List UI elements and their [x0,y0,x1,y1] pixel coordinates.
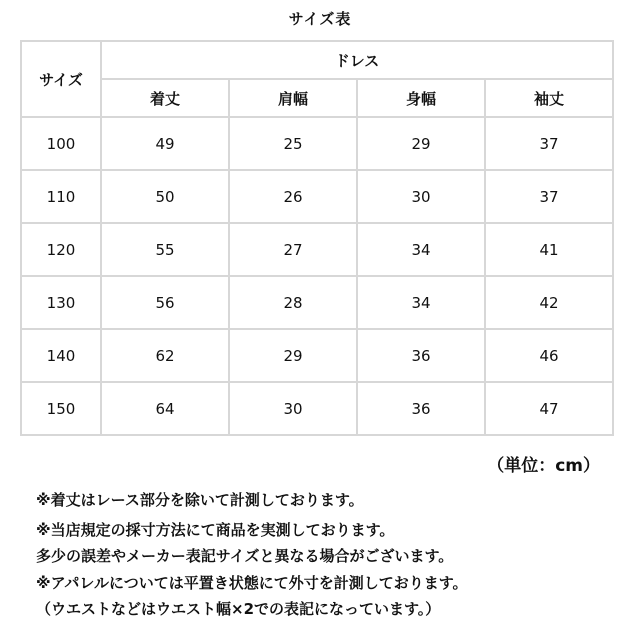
column-header-shoulder: 肩幅 [229,79,357,117]
size-cell: 150 [21,382,101,435]
value-cell: 30 [229,382,357,435]
value-cell: 37 [485,117,613,170]
table-row [21,117,613,170]
value-cell: 27 [229,223,357,276]
value-cell: 25 [229,117,357,170]
value-cell: 28 [229,276,357,329]
value-cell: 29 [357,117,485,170]
size-cell: 120 [21,223,101,276]
note-line: 多少の誤差やメーカー表記サイズと異なる場合がございます。 [36,547,454,565]
table-row [21,329,613,382]
value-cell: 34 [357,223,485,276]
value-cell: 64 [101,382,229,435]
value-cell: 56 [101,276,229,329]
value-cell: 26 [229,170,357,223]
note-line: ※着丈はレース部分を除いて計測しております。 [36,491,364,509]
notes-block [36,487,626,623]
value-cell: 36 [357,329,485,382]
dress-group-header: ドレス [101,41,613,79]
value-cell: 55 [101,223,229,276]
value-cell: 41 [485,223,613,276]
page-title: サイズ表 [288,10,352,28]
table-subheader-row [21,79,613,117]
value-cell: 42 [485,276,613,329]
note-line: ※当店規定の採寸方法にて商品を実測しております。 [36,520,395,539]
column-header-width: 身幅 [357,79,485,117]
size-cell: 100 [21,117,101,170]
value-cell: 50 [101,170,229,223]
value-cell: 34 [357,276,485,329]
note-line: （ウエストなどはウエスト幅×2での表記になっています。） [36,600,441,618]
column-header-length: 着丈 [101,79,229,117]
value-cell: 36 [357,382,485,435]
value-cell: 29 [229,329,357,382]
column-header-sleeve: 袖丈 [485,79,613,117]
unit-label: （単位：cm） [487,456,600,476]
value-cell: 62 [101,329,229,382]
value-cell: 37 [485,170,613,223]
value-cell: 49 [101,117,229,170]
size-cell: 130 [21,276,101,329]
table-row [21,276,613,329]
size-table [20,40,614,436]
table-row [21,382,613,435]
size-cell: 140 [21,329,101,382]
table-header-row [21,41,613,79]
size-column-header: サイズ [21,41,101,117]
value-cell: 46 [485,329,613,382]
size-cell: 110 [21,170,101,223]
table-row [21,170,613,223]
note-line: ※アパレルについては平置き状態にて外寸を計測しております。 [36,573,468,592]
table-row [21,223,613,276]
value-cell: 30 [357,170,485,223]
value-cell: 47 [485,382,613,435]
